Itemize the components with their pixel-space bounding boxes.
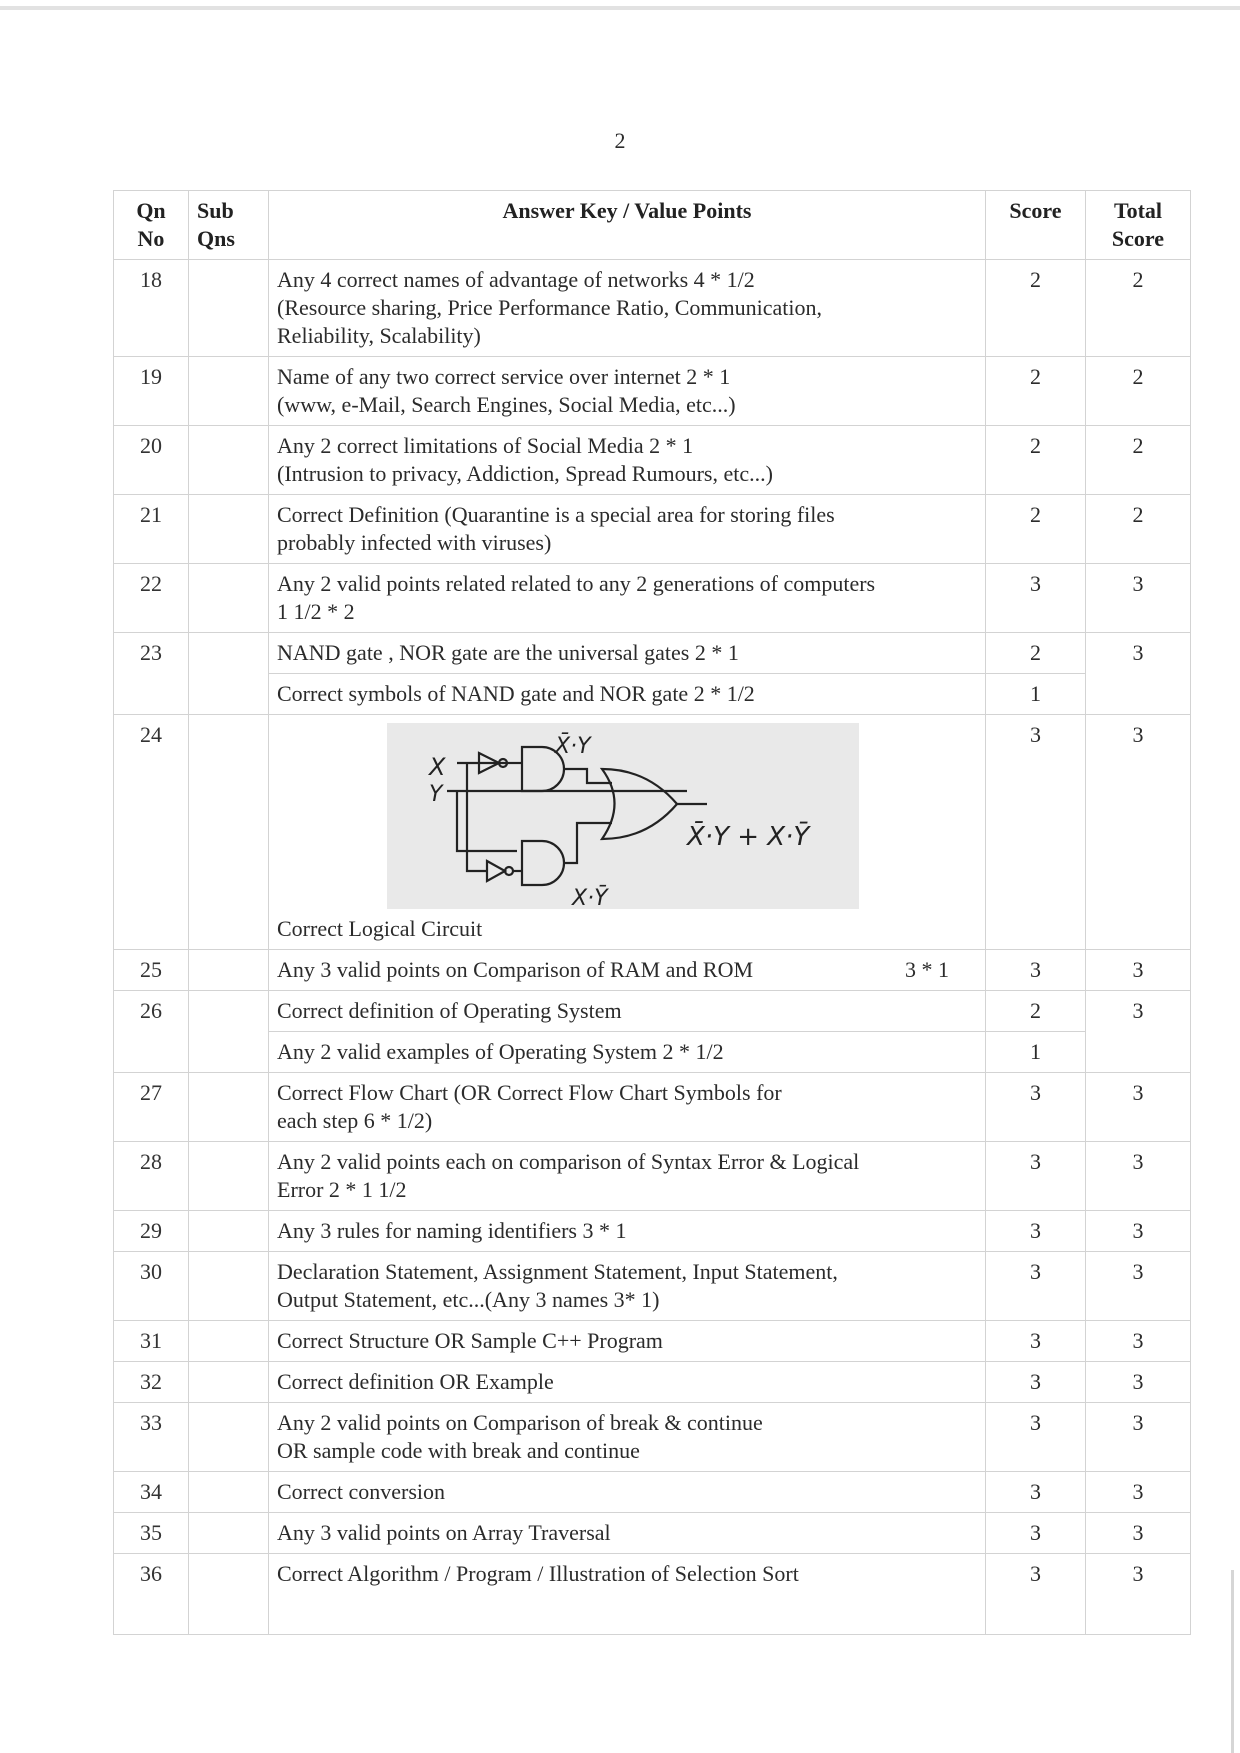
table-row	[114, 495, 1191, 564]
mark-split: 3 * 1	[905, 957, 949, 982]
answer-line: Any 4 correct names of advantage of networks 4 * 1/2	[277, 267, 755, 292]
answer-line: (Intrusion to privacy, Addiction, Spread Rumours, etc...)	[277, 461, 773, 486]
sub-cell	[189, 260, 269, 357]
score-cell: 3	[986, 1472, 1086, 1513]
answer-cell	[269, 1032, 986, 1073]
answer-key-table	[113, 190, 1191, 1635]
circuit-label-bottom-term: X·Ȳ	[572, 886, 608, 909]
answer-line: Error 2 * 1 1/2	[277, 1177, 407, 1202]
header-sub-line2: Qns	[197, 226, 235, 251]
table-row	[114, 426, 1191, 495]
total-cell: 3	[1086, 564, 1191, 633]
answer-cell	[269, 1252, 986, 1321]
answer-cell	[269, 1362, 986, 1403]
sub-cell	[189, 950, 269, 991]
circuit-label-top-term: X̄·Y	[555, 734, 591, 759]
answer-line: Correct Algorithm / Program / Illustration of Selection Sort	[277, 1561, 799, 1586]
header-total-line2: Score	[1111, 226, 1165, 251]
total-cell: 3	[1086, 633, 1191, 715]
score-cell: 3	[986, 715, 1086, 950]
table-row	[114, 674, 1191, 715]
table-row	[114, 633, 1191, 674]
answer-line: OR sample code with break and continue	[277, 1438, 640, 1463]
score-cell: 1	[986, 1032, 1086, 1073]
total-cell: 3	[1086, 1211, 1191, 1252]
sub-cell	[189, 564, 269, 633]
total-cell: 3	[1086, 991, 1191, 1073]
score-cell: 3	[986, 1211, 1086, 1252]
answer-line: probably infected with viruses)	[277, 530, 552, 555]
answer-line: Declaration Statement, Assignment Statement, Input Statement,	[277, 1259, 838, 1284]
answer-line: Any 2 valid points related related to any 2 generations of computers	[277, 571, 876, 596]
total-cell: 2	[1086, 260, 1191, 357]
answer-line: Any 3 valid points on Comparison of RAM and ROM	[277, 957, 754, 982]
qn-cell: 33	[114, 1403, 189, 1472]
answer-line: Reliability, Scalability)	[277, 323, 481, 348]
and-gate-bottom	[522, 841, 564, 885]
scan-edge-right	[1231, 1570, 1234, 1753]
answer-line: Name of any two correct service over internet 2 * 1	[277, 364, 731, 389]
score-cell: 3	[986, 1513, 1086, 1554]
header-score: Score	[986, 191, 1086, 260]
table-row	[114, 357, 1191, 426]
answer-line: NAND gate , NOR gate are the universal gates 2 * 1	[277, 640, 739, 665]
circuit-label-x: X	[429, 753, 446, 781]
page-number: 2	[614, 128, 626, 153]
score-cell: 3	[986, 1252, 1086, 1321]
total-cell: 3	[1086, 1142, 1191, 1211]
answer-cell	[269, 1211, 986, 1252]
row-spacer	[277, 1588, 977, 1628]
qn-cell: 20	[114, 426, 189, 495]
sub-cell	[189, 991, 269, 1073]
answer-cell	[269, 1321, 986, 1362]
table-row	[114, 950, 1191, 991]
total-cell: 3	[1086, 1472, 1191, 1513]
qn-cell: 28	[114, 1142, 189, 1211]
qn-cell: 25	[114, 950, 189, 991]
score-cell: 3	[986, 1554, 1086, 1635]
qn-cell: 29	[114, 1211, 189, 1252]
header-qn-line1: Qn	[136, 198, 166, 223]
table-row	[114, 260, 1191, 357]
total-cell: 2	[1086, 495, 1191, 564]
qn-cell: 26	[114, 991, 189, 1073]
qn-cell: 34	[114, 1472, 189, 1513]
header-qn-no	[114, 191, 189, 260]
score-cell: 2	[986, 495, 1086, 564]
qn-cell: 31	[114, 1321, 189, 1362]
sub-cell	[189, 1513, 269, 1554]
score-cell: 2	[986, 426, 1086, 495]
qn-cell: 36	[114, 1554, 189, 1635]
answer-cell	[269, 426, 986, 495]
score-cell: 3	[986, 1073, 1086, 1142]
circuit-label-y: Y	[429, 782, 443, 807]
total-cell: 3	[1086, 715, 1191, 950]
table-row	[114, 1362, 1191, 1403]
sub-cell	[189, 1252, 269, 1321]
answer-cell	[269, 950, 986, 991]
score-cell: 3	[986, 1403, 1086, 1472]
qn-cell: 21	[114, 495, 189, 564]
score-cell: 2	[986, 260, 1086, 357]
answer-cell	[269, 357, 986, 426]
sub-cell	[189, 1362, 269, 1403]
table-header-row	[114, 191, 1191, 260]
answer-cell	[269, 991, 986, 1032]
table-row	[114, 1073, 1191, 1142]
total-cell: 3	[1086, 1321, 1191, 1362]
answer-cell	[269, 495, 986, 564]
answer-line: Output Statement, etc...(Any 3 names 3* 1)	[277, 1287, 660, 1312]
sub-cell	[189, 1554, 269, 1635]
answer-line: (www, e-Mail, Search Engines, Social Media, etc...)	[277, 392, 736, 417]
scan-edge-top	[0, 6, 1240, 10]
score-cell: 3	[986, 564, 1086, 633]
table-row	[114, 1554, 1191, 1635]
or-gate	[602, 769, 677, 839]
answer-line: Correct conversion	[277, 1479, 445, 1504]
total-cell: 3	[1086, 1362, 1191, 1403]
qn-cell: 24	[114, 715, 189, 950]
circuit-caption: Correct Logical Circuit	[277, 916, 483, 941]
qn-cell: 22	[114, 564, 189, 633]
answer-cell	[269, 260, 986, 357]
answer-key-sheet	[113, 190, 1165, 1635]
sub-cell	[189, 495, 269, 564]
total-cell: 3	[1086, 1554, 1191, 1635]
answer-line: 1 1/2 * 2	[277, 599, 355, 624]
sub-cell	[189, 426, 269, 495]
qn-cell: 19	[114, 357, 189, 426]
qn-cell: 35	[114, 1513, 189, 1554]
sub-cell	[189, 1142, 269, 1211]
table-row	[114, 1403, 1191, 1472]
score-cell: 3	[986, 1362, 1086, 1403]
answer-cell	[269, 1472, 986, 1513]
header-sub-qns	[189, 191, 269, 260]
answer-line: Any 2 valid points on Comparison of break & continue	[277, 1410, 763, 1435]
answer-line: Correct Structure OR Sample C++ Program	[277, 1328, 663, 1353]
answer-cell	[269, 1142, 986, 1211]
score-cell: 2	[986, 357, 1086, 426]
sub-cell	[189, 357, 269, 426]
answer-cell	[269, 715, 986, 950]
logic-circuit-figure	[387, 723, 859, 909]
total-cell: 2	[1086, 426, 1191, 495]
total-cell: 3	[1086, 1513, 1191, 1554]
score-cell: 1	[986, 674, 1086, 715]
table-row	[114, 1142, 1191, 1211]
answer-cell	[269, 564, 986, 633]
answer-cell	[269, 1073, 986, 1142]
table-row	[114, 715, 1191, 950]
sub-cell	[189, 1321, 269, 1362]
total-cell: 3	[1086, 950, 1191, 991]
qn-cell: 32	[114, 1362, 189, 1403]
table-row	[114, 1513, 1191, 1554]
circuit-label-output: X̄·Y + X·Ȳ	[687, 822, 810, 852]
answer-line: Any 2 valid examples of Operating System 2 * 1/2	[277, 1039, 724, 1064]
sub-cell	[189, 715, 269, 950]
and-bottom-output	[564, 823, 612, 863]
table-row	[114, 1252, 1191, 1321]
header-sub-line1: Sub	[197, 198, 234, 223]
answer-cell	[269, 1403, 986, 1472]
score-cell: 3	[986, 1142, 1086, 1211]
total-cell: 3	[1086, 1073, 1191, 1142]
table-row	[114, 1032, 1191, 1073]
sub-cell	[189, 1211, 269, 1252]
logic-circuit-diagram	[387, 723, 859, 909]
header-total-line1: Total	[1113, 198, 1163, 223]
sub-cell	[189, 633, 269, 715]
table-row	[114, 1211, 1191, 1252]
answer-line: Correct symbols of NAND gate and NOR gate 2 * 1/2	[277, 681, 755, 706]
table-row	[114, 991, 1191, 1032]
qn-cell: 30	[114, 1252, 189, 1321]
answer-cell	[269, 674, 986, 715]
score-cell: 2	[986, 991, 1086, 1032]
total-cell: 2	[1086, 357, 1191, 426]
sub-cell	[189, 1073, 269, 1142]
header-answer-key: Answer Key / Value Points	[269, 191, 986, 260]
answer-line: Correct definition OR Example	[277, 1369, 554, 1394]
answer-line: Correct Flow Chart (OR Correct Flow Chart Symbols for	[277, 1080, 782, 1105]
answer-line: Any 3 rules for naming identifiers 3 * 1	[277, 1218, 627, 1243]
table-row	[114, 1321, 1191, 1362]
answer-line: Correct definition of Operating System	[277, 998, 622, 1023]
sub-cell	[189, 1472, 269, 1513]
answer-line: Any 2 correct limitations of Social Media 2 * 1	[277, 433, 694, 458]
answer-cell	[269, 633, 986, 674]
header-total-score	[1086, 191, 1191, 260]
answer-line: each step 6 * 1/2)	[277, 1108, 433, 1133]
score-cell: 3	[986, 950, 1086, 991]
header-qn-line2: No	[137, 226, 165, 251]
table-row	[114, 1472, 1191, 1513]
qn-cell: 27	[114, 1073, 189, 1142]
answer-cell	[269, 1554, 986, 1635]
sub-cell	[189, 1403, 269, 1472]
answer-cell	[269, 1513, 986, 1554]
answer-line: Any 2 valid points each on comparison of Syntax Error & Logical	[277, 1149, 860, 1174]
not-gate-bottom	[487, 861, 505, 881]
score-cell: 3	[986, 1321, 1086, 1362]
answer-line: (Resource sharing, Price Performance Ratio, Communication,	[277, 295, 822, 320]
qn-cell: 18	[114, 260, 189, 357]
qn-cell: 23	[114, 633, 189, 715]
score-cell: 2	[986, 633, 1086, 674]
answer-line: Correct Definition (Quarantine is a special area for storing files	[277, 502, 835, 527]
table-row	[114, 564, 1191, 633]
total-cell: 3	[1086, 1403, 1191, 1472]
x-tap-wire	[467, 763, 487, 871]
total-cell: 3	[1086, 1252, 1191, 1321]
answer-line: Any 3 valid points on Array Traversal	[277, 1520, 611, 1545]
